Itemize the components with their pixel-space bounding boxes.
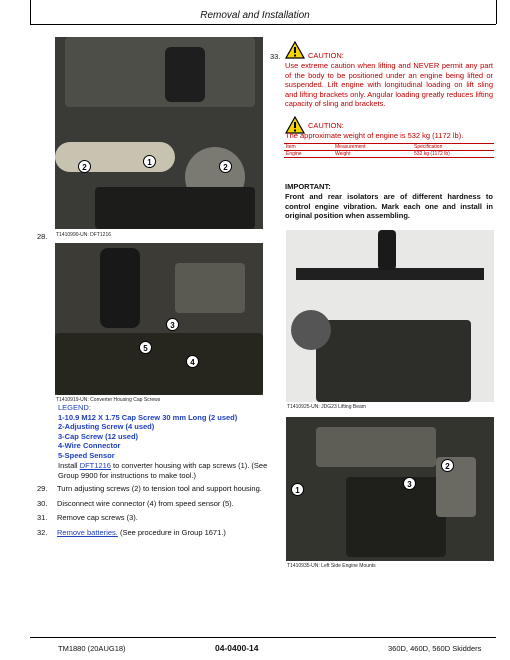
callout-5: 5 <box>139 341 152 354</box>
step-number: 33. <box>270 52 281 61</box>
figure-caption: T1410990-UN: DFT1216 <box>56 232 112 238</box>
spec-table-row <box>284 151 494 158</box>
step-text: Disconnect wire connector (4) from speed sensor (5). <box>57 498 234 508</box>
spec-table-header <box>284 144 494 151</box>
converter-housing-photo <box>55 243 263 395</box>
legend-item: 1-10.9 M12 X 1.75 Cap Screw 30 mm Long (2 used) <box>58 412 238 422</box>
dft1216-link[interactable]: DFT1216 <box>79 461 111 470</box>
caution2-label: CAUTION: <box>308 121 344 130</box>
legend <box>58 403 268 461</box>
callout-2: 2 <box>219 160 232 173</box>
step-number: 29. <box>37 484 48 493</box>
spec-table <box>284 143 494 158</box>
engine-mounts-photo <box>286 417 494 561</box>
caution2-text: The approximate weight of engine is 532 kg (1172 lb). <box>285 131 464 140</box>
step-text: Turn adjusting screws (2) to tension tool and support housing. <box>57 484 262 493</box>
footer-model: 360D, 460D, 560D Skidders <box>388 644 482 653</box>
legend-item: 2-Adjusting Screw (4 used) <box>58 422 155 432</box>
step-item <box>37 528 277 538</box>
legend-item: 5-Speed Sensor <box>58 450 115 460</box>
figure-caption: T1410925-UN: JDG23 Lifting Beam <box>287 404 366 410</box>
remove-batteries-link[interactable]: Remove batteries. <box>57 527 118 537</box>
step-number: 32. <box>37 527 48 537</box>
callout-4: 4 <box>186 355 199 368</box>
step-text: (See procedure in Group 1671.) <box>117 527 226 537</box>
callout-2: 2 <box>78 160 91 173</box>
step-number: 31. <box>37 513 48 523</box>
step-list <box>37 484 277 537</box>
step-text: Remove cap screws (3). <box>57 513 138 523</box>
page-title: Removal and Installation <box>200 10 310 21</box>
important-text: Front and rear isolators are of different hardness to control engine vibration. Mark each one and install in original position when assembling. <box>285 192 493 221</box>
spec-header-measurement: Measurement <box>335 144 366 150</box>
caution-text: Use extreme caution when lifting and NEVER permit any part of the body to be positioned under an engine being lifted or suspended. Lift engine with longitudinal loading on lift sling and lifting brackets only. Angular loading greatly reduces lifting capacity of sling and brackets. <box>285 61 493 109</box>
install-prefix: Install <box>58 461 80 470</box>
lifting-beam-photo <box>286 230 494 402</box>
callout-3: 3 <box>166 318 179 331</box>
spec-cell-item: Engine <box>286 151 302 157</box>
spec-header-specification: Specification <box>414 144 443 150</box>
spec-cell-specification: 532 kg (1172 lb) <box>414 151 450 157</box>
step-number: 28. <box>37 232 48 241</box>
callout-1: 1 <box>143 155 156 168</box>
footer-rule <box>30 637 496 638</box>
spec-cell-measurement: Weight <box>335 151 351 157</box>
legend-item: 4-Wire Connector <box>58 441 121 451</box>
legend-item: 3-Cap Screw (12 used) <box>58 431 139 441</box>
install-suffix: to converter housing with cap screws (1). (See Group 9900 for instructions to make tool.) <box>58 461 268 480</box>
legend-title: LEGEND: <box>58 403 91 412</box>
caution-label: CAUTION: <box>308 51 344 60</box>
header-rule <box>30 24 496 25</box>
footer-page-number: 04-0400-14 <box>215 643 259 653</box>
figure-caption: T1410919-UN: Converter Housing Cap Screws <box>56 397 161 403</box>
step-number: 30. <box>37 498 48 508</box>
spec-header-item: Item <box>286 144 296 150</box>
figure-caption: T1410935-UN: Left Side Engine Mounts <box>287 563 376 569</box>
install-instruction <box>58 461 270 480</box>
warning-icon <box>285 41 305 59</box>
callout-3: 3 <box>403 477 416 490</box>
step-item <box>37 513 277 523</box>
engine-photo-dft1216 <box>55 37 263 229</box>
footer-doc-id: TM1880 (20AUG18) <box>58 644 126 653</box>
step-item <box>37 484 277 494</box>
callout-2: 2 <box>441 459 454 472</box>
important-label: IMPORTANT: <box>285 182 331 191</box>
step-item <box>37 499 277 509</box>
callout-1: 1 <box>291 483 304 496</box>
